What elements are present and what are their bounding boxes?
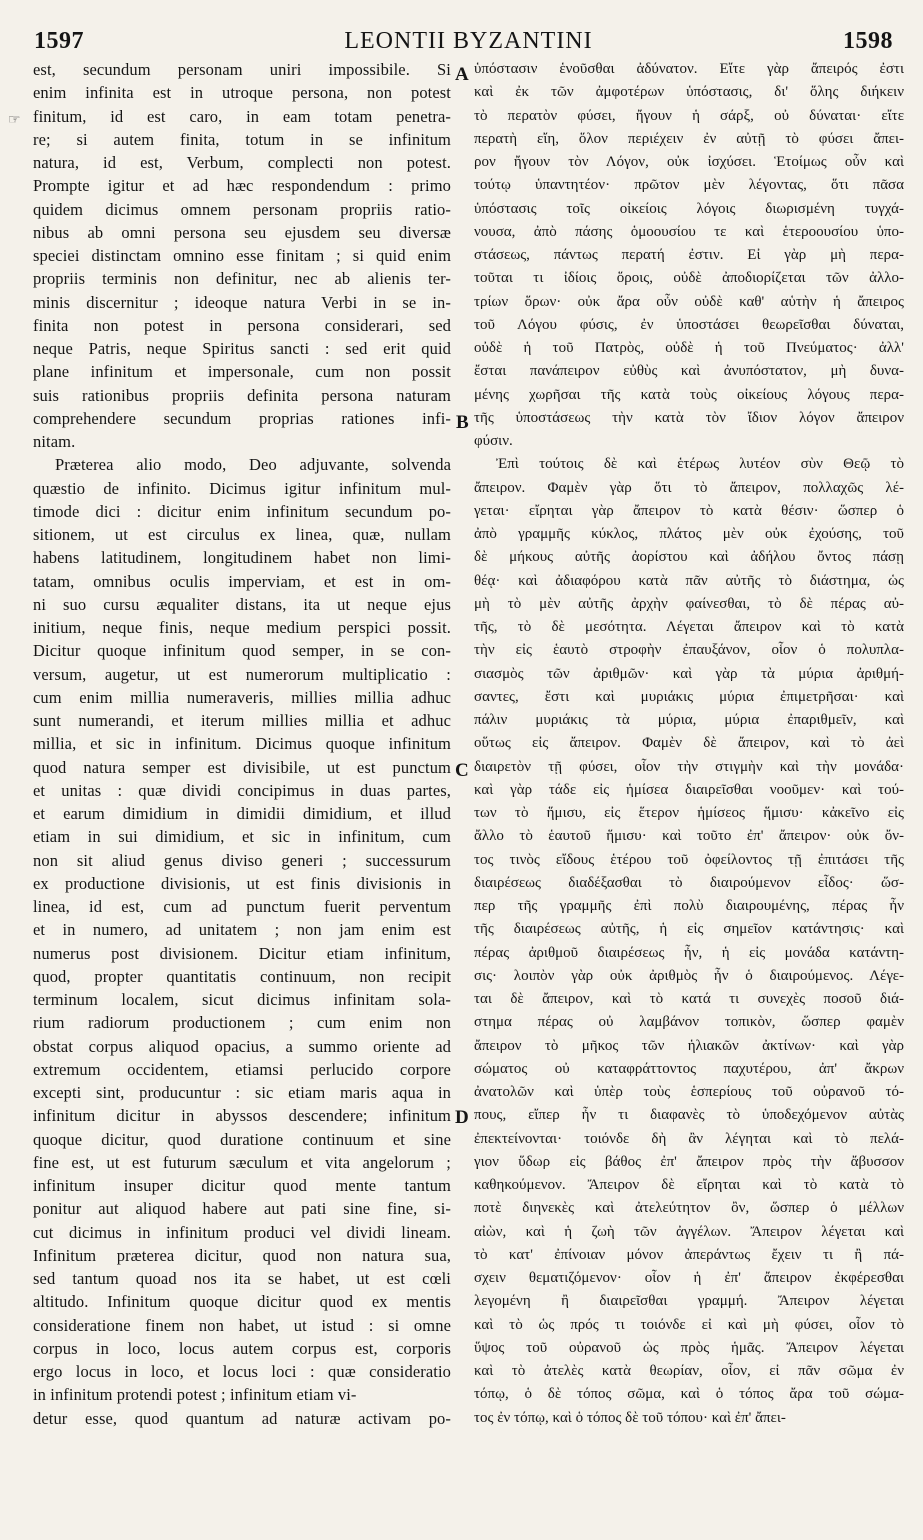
- text-line: enim infinita est in utroque persona, non potest: [33, 83, 451, 103]
- text-line: propriis terminis non definitur, nec ab alienis ter-: [33, 269, 451, 289]
- text-line: ρον ἤγουν τὸν Λόγον, οὐκ ἰσχύσει. Ἑτοίμως οὖν καὶ: [474, 154, 904, 170]
- text-line: detur esse, quod quantum ad naturæ activam po-: [33, 1408, 451, 1428]
- text-line: natura, id est, Verbum, complecti non potest.: [33, 153, 451, 172]
- text-line: ἄπειρον τὸ μῆκος τῶν ἡλιακῶν ἀκτίνων· καὶ γὰρ: [474, 1037, 904, 1054]
- text-line: versum, augetur, ut est numerorum multiplicatio :: [33, 664, 451, 684]
- text-line: ἐπεκτείνονται· τοιόνδε δὴ ἂν λέγηται καὶ τὸ πελά-: [474, 1130, 904, 1147]
- text-line: ex productione divisionis, ut est finis divisionis in: [33, 873, 451, 893]
- text-line: habens latitudinem, longitudinem habet non limi-: [33, 548, 451, 568]
- text-line: γιον ὕδωρ εἰς βάθος ἐπ' ἄπειρον πρὸς τὴν ἄβυσσον: [474, 1153, 904, 1170]
- text-line: altitudo. Infinitum quoque dicitur quod ex mentis: [33, 1292, 451, 1312]
- text-line: Dicitur quoque infinitum quod semper, in se con-: [33, 641, 451, 661]
- text-line: obstat corpus aliquod opacius, a summo oriente ad: [33, 1036, 451, 1056]
- text-line: quoque dicitur, quod duratione continuum et sine: [33, 1129, 451, 1149]
- text-line: τὴν εἰς ἑαυτὸ στροφὴν ἐπαυξάνον, οἷον ὁ πολυπλα-: [474, 642, 904, 659]
- text-line: πέρας ἀριθμοῦ διαιρέσεως ἦν, ἡ εἰς μονάδα κατάντη-: [474, 944, 904, 961]
- text-line: finitum, id est caro, in eam totam penetra-: [33, 106, 451, 126]
- text-line: τὸ κατ' ἐπίνοιαν μόνον ἀπεράντως ἔχειν τι ἢ πά-: [474, 1246, 904, 1263]
- text-line: excepti sint, producuntur : sic etiam maris aqua in: [33, 1083, 451, 1102]
- text-line: et in numero, ad unitatem ; non jam enim est: [33, 920, 451, 940]
- text-line: τούτῳ ὑπαντητέον· πρῶτον μὲν λέγοντας, ὅτι πᾶσα: [474, 177, 904, 194]
- text-line: μένης χωρῆσαι τῆς κατὰ τοὺς οἰκείους λόγους περα-: [474, 386, 904, 403]
- text-line: ἄλλο τὸ ἑαυτοῦ ἥμισυ· καὶ τοῦτο ἐπ' ἄπειρον· οὐκ ὄν-: [474, 828, 904, 845]
- page-header: [34, 8, 903, 58]
- text-line: νουσα, ἀπὸ πάσης ὁμοουσίου τε καὶ ἑτεροουσίου ὑπο-: [474, 223, 904, 240]
- text-line: quod, propter quantitatis continuum, non recipit: [33, 966, 451, 986]
- text-line: sunt numerandi, et iterum millies millia et adhuc: [33, 711, 451, 730]
- text-line: τῆς διαιρέσεως αὐτῆς, ἡ εἰς σημεῖον κατάντησις· καὶ: [474, 921, 904, 938]
- text-line: initium, neque finis, neque medium perspici possit.: [33, 618, 451, 637]
- text-line: non sit aliud genus diviso generi ; successurum: [33, 850, 451, 870]
- text-line: τρίων ὅρων· οὐκ ἄρα οὖν οὐδὲ καθ' αὑτὴν ἡ ἄπειρος: [474, 293, 904, 310]
- text-line: στημα πέρας οὐ λαμβάνον τοπικὸν, ὥσπερ φαμὲν: [474, 1014, 904, 1031]
- text-line: καὶ τὸ ἀτελὲς κατὰ θεωρίαν, οἷον, εἰ πᾶν σῶμα ἐν: [474, 1363, 904, 1379]
- text-line: Ἐπὶ τούτοις δὲ καὶ ἑτέρως λυτέον σὺν Θεῷ τὸ: [496, 456, 904, 473]
- greek-column: [474, 58, 904, 1430]
- text-line: nitam.: [33, 432, 76, 451]
- text-line: αἰὼν, καὶ ἡ ζωὴ τῶν ἀγγέλων. Ἄπειρον λέγεται καὶ: [474, 1223, 904, 1240]
- text-line: numerus post divisionem. Dicitur etiam infinitum,: [33, 943, 451, 963]
- text-line: fine est, ut est futurum sæculum et vita angelorum ;: [33, 1152, 451, 1172]
- text-line: minis discernitur ; ideoque natura Verbi in se in-: [33, 292, 451, 312]
- text-line: ἄπειρον. Φαμὲν γὰρ ὅτι τὸ ἄπειρον, πολλαχῶς λέ-: [474, 479, 904, 496]
- text-line: περατὴ εἴη, ὅλον περιέχειν ἐν αὐτῇ τὸ φύσει ἄπει-: [474, 130, 904, 147]
- text-line: quod natura semper est divisibile, ut est punctum: [33, 757, 451, 777]
- text-line: ἀνατολῶν καὶ ὑπὲρ τοὺς ἑσπερίους τοῦ οὐρανοῦ τό-: [474, 1084, 904, 1100]
- text-line: των τὸ ἥμισυ, εἰς ἕτερον ἡμίσεος ἥμισυ· κἀκεῖνο εἰς: [474, 805, 904, 821]
- text-line: ποτὲ διηνεκὲς καὶ ἀτελεύτητον ὂν, ὥσπερ ὁ μέλλων: [474, 1200, 904, 1217]
- text-line: τοῦται τι ἰδίοις ὅροις, οὐδὲ ἀποδιορίζεται τῶν ἀλλο-: [474, 270, 904, 287]
- text-line: πάλιν μυριάκις τὰ μύρια, μύρια ἐπαριθμεῖν, καὶ: [474, 712, 904, 728]
- text-line: θέᾳ· καὶ ἀδιαφόρου κατὰ πᾶν αὐτῆς τὸ διάστημα, ὡς: [474, 572, 904, 589]
- text-line: τῆς ὑποστάσεως τὴν κατὰ τὸν ἴδιον λόγον ἄπειρον: [474, 409, 904, 426]
- text-line: τόπῳ, ὁ δὲ τόπος σῶμα, καὶ ὁ τόπος ἄρα τοῦ σώμα-: [474, 1386, 904, 1403]
- text-line: καθηκούμενον. Ἄπειρον δὲ εἴρηται καὶ τὸ κατὰ τὸ: [474, 1177, 904, 1193]
- text-line: consideratione finem non habet, ut istud : si omne: [33, 1315, 451, 1335]
- text-line: terminum localem, sicut dicimus infinitam sola-: [33, 990, 451, 1009]
- text-line: neque Patris, neque Spiritus sancti : sed erit quid: [33, 339, 451, 358]
- section-marker-c: C: [455, 760, 469, 781]
- text-line: ni suo cursu æqualiter distans, ita ut neque ejus: [33, 594, 451, 614]
- text-line: ponitur aut aliquod habere aut pati sine fine, si-: [33, 1199, 451, 1219]
- text-line: τος τινὸς εἴδους ἑτέρου τοῦ ὀφείλοντος τῇ ἐπιτάσει τῆς: [474, 851, 904, 868]
- text-line: etiam in sui dimidium, et sic in infinitum, cum: [33, 827, 451, 847]
- text-line: λεγομένη ἢ διαιρεῖσθαι γραμμή. Ἄπειρον λέγεται: [474, 1293, 904, 1310]
- text-line: cum enim millia numeraveris, millies millia adhuc: [33, 687, 451, 707]
- text-line: διαιρέσεως διαδέξασθαι τὸ διαιρούμενον εἶδος· ὥσ-: [474, 874, 904, 891]
- section-marker-d: D: [455, 1107, 469, 1128]
- section-marker-a: A: [455, 64, 469, 85]
- text-line: comprehendere secundum proprias rationes infi-: [33, 408, 451, 428]
- text-line: quidem dicimus omnem personam propriis ratio-: [33, 199, 451, 219]
- text-line: ται δὲ ἄπειρον, καὶ τὸ κατά τι συνεχὲς ποσοῦ διά-: [474, 991, 904, 1007]
- text-line: ὕψος τοῦ οὐρανοῦ ὡς πρὸς ἡμᾶς. Ἄπειρον λέγεται: [474, 1339, 904, 1356]
- pointing-hand-icon: ☞: [8, 113, 21, 128]
- text-line: περ τῆς γραμμῆς ἐπὶ πολὺ διαιρουμένης, πέρας ἦν: [474, 898, 904, 914]
- running-title: LEONTII BYZANTINI: [344, 28, 593, 54]
- text-line: millia, et sic in infinitum. Dicimus quoque infinitum: [33, 734, 451, 754]
- text-line: σαντες, ἔστι καὶ μυριάκις μύρια ἐπιμετρῆσαι· καὶ: [474, 688, 904, 705]
- text-line: sed tantum quoad nos ita se habet, ut est cœli: [33, 1269, 451, 1288]
- text-line: extremum occidentem, etiamsi perlucido corpore: [33, 1059, 451, 1079]
- text-line: in infinitum protendi potest ; infinitum etiam vi-: [33, 1385, 357, 1405]
- text-line: re; si autem finita, totum in se infinitum: [33, 129, 451, 149]
- text-line: Prompte igitur et ad hæc respondendum : primo: [33, 176, 451, 196]
- text-line: σιασμὸς τῶν ἀριθμῶν· καὶ γὰρ τὰ μύρια ἀριθμή-: [474, 665, 904, 682]
- text-line: infinitum dicitur in abyssos descendere; infinitum: [33, 1106, 451, 1126]
- text-line: ἀπὸ γραμμῆς κύκλος, πλάτος μὲν οὐκ ἐχούσης, τοῦ: [474, 526, 904, 542]
- text-line: nibus ab omni persona seu ejusdem seu diversæ: [33, 222, 451, 242]
- page-number-right: 1598: [843, 28, 893, 54]
- text-line: γεται· εἴρηται γὰρ ἄπειρον τὸ κατὰ θέσιν· ὥσπερ ὁ: [474, 502, 904, 519]
- text-line: καὶ ἐκ τῶν ἀμφοτέρων ὑπόστασις, δι' ὅλης διήκειν: [474, 84, 904, 101]
- text-line: σχειν θεματιζόμενον· οἷον ἡ ἐπ' ἄπειρον ἐκφέρεσθαι: [474, 1270, 904, 1286]
- text-line: οὕτως εἰς ἄπειρον. Φαμὲν δὲ ἄπειρον, καὶ τὸ ἀεὶ: [474, 735, 904, 752]
- text-line: timode dici : dicitur enim infinitum secundum po-: [33, 501, 451, 521]
- text-line: τὸ περατὸν φύσει, ἤγουν ἡ σάρξ, οὐ δύναται· εἴτε: [474, 107, 904, 124]
- text-line: τος ἐν τόπῳ, καὶ ὁ τόπος δὲ τοῦ τόπου· καὶ ἐπ' ἄπει-: [474, 1409, 786, 1426]
- section-marker-b: B: [456, 412, 469, 433]
- text-line: δὲ μήκους αὐτῆς ἀορίστου καὶ ἀδήλου ὄντος πάσῃ: [474, 549, 904, 566]
- text-line: ὑπόστασιν ἑνοῦσθαι ἀδύνατον. Εἴτε γὰρ ἄπειρός ἐστι: [474, 61, 904, 77]
- text-line: tatam, omnibus oculis imperviam, et est in om-: [33, 571, 451, 591]
- latin-column: [33, 58, 451, 1430]
- text-line: linea, id est, cum ad punctum fuerit perventum: [33, 897, 451, 916]
- text-line: οὐδὲ ἡ τοῦ Πατρὸς, οὐδὲ ἡ τοῦ Πνεύματος· ἀλλ': [474, 340, 904, 356]
- text-line: τῆς, τὸ δὲ μεσότητα. Λέγεται ἄπειρον καὶ τὸ κατὰ: [474, 619, 904, 635]
- text-line: μὴ τὸ μὲν αὐτῆς ἀρχὴν φαίνεσθαι, τὸ δὲ πέρας αὐ-: [474, 595, 904, 612]
- text-line: sitionem, ut est circulus ex linea, quæ, nullam: [33, 525, 451, 544]
- text-line: Præterea alio modo, Deo adjuvante, solvenda: [55, 455, 451, 475]
- text-line: ἔσται πανάπειρον εὐθὺς καὶ ἀνυπόστατον, μὴ δυνα-: [474, 363, 904, 380]
- text-line: est, secundum personam uniri impossibile. Si: [33, 60, 451, 79]
- text-line: et earum dimidium in dimidii dimidium, et illud: [33, 804, 451, 823]
- text-line: Infinitum præterea dicitur, quod non natura sua,: [33, 1245, 451, 1265]
- text-line: σις· λοιπὸν γὰρ οὐκ ἀριθμὸς ἦν ὁ διαιρούμενος. Λέγε-: [474, 967, 904, 984]
- text-line: διαιρετὸν τῇ φύσει, οἷον τὴν στιγμὴν καὶ τὴν μονάδα·: [474, 758, 904, 775]
- text-line: et unitas : quæ dividi concipimus in duas partes,: [33, 780, 451, 800]
- text-line: σώματος οὐ καταφράττοντος παχυτέρου, ἀπ' ἄκρων: [474, 1060, 904, 1077]
- text-line: στάσεως, πάντως περατή ἐστιν. Εἰ γὰρ μὴ περα-: [474, 247, 904, 263]
- page-number-left: 1597: [34, 28, 84, 54]
- text-line: corpus in loco, locus autem corpus est, corporis: [33, 1338, 451, 1358]
- text-line: καὶ γὰρ τάδε εἰς ἡμίσεα διαιρεῖσθαι νοοῦμεν· καὶ τού-: [474, 781, 904, 798]
- text-line: ὑπόστασις τοῖς οἰκείοις λόγοις διωρισμένη τυγχά-: [474, 200, 904, 217]
- text-line: speciei distinctam omnino esse finitam ; si quid enim: [33, 246, 451, 265]
- text-line: finita non potest in persona considerari, sed: [33, 315, 451, 335]
- text-line: plane infinitum et impersonale, cum non possit: [33, 362, 451, 382]
- text-line: quæstio de infinito. Dicimus igitur infinitum mul-: [33, 478, 451, 498]
- text-line: cut dicimus in infinitum produci vel dividi lineam.: [33, 1222, 451, 1242]
- text-line: infinitum insuper dicitur quod mente tantum: [33, 1176, 451, 1195]
- text-line: φύσιν.: [474, 433, 513, 449]
- text-line: τοῦ Λόγου φύσις, ἐν ὑποστάσει θεωρεῖσθαι δύναται,: [474, 316, 904, 333]
- text-line: suis rationibus propriis definita persona naturam: [33, 385, 451, 405]
- text-line: rium radiorum productionem ; cum enim non: [33, 1013, 451, 1033]
- text-line: ergo locus in loco, et locus loci : quæ consideratio: [33, 1362, 451, 1381]
- text-line: πους, εἴπερ ἦν τι διαφανὲς τὸ ὑποδεχόμενον αὐτὰς: [474, 1107, 904, 1124]
- text-line: καὶ τὸ ὡς πρός τι τοιόνδε εἰ καὶ μὴ φύσει, οἷον τὸ: [474, 1316, 904, 1333]
